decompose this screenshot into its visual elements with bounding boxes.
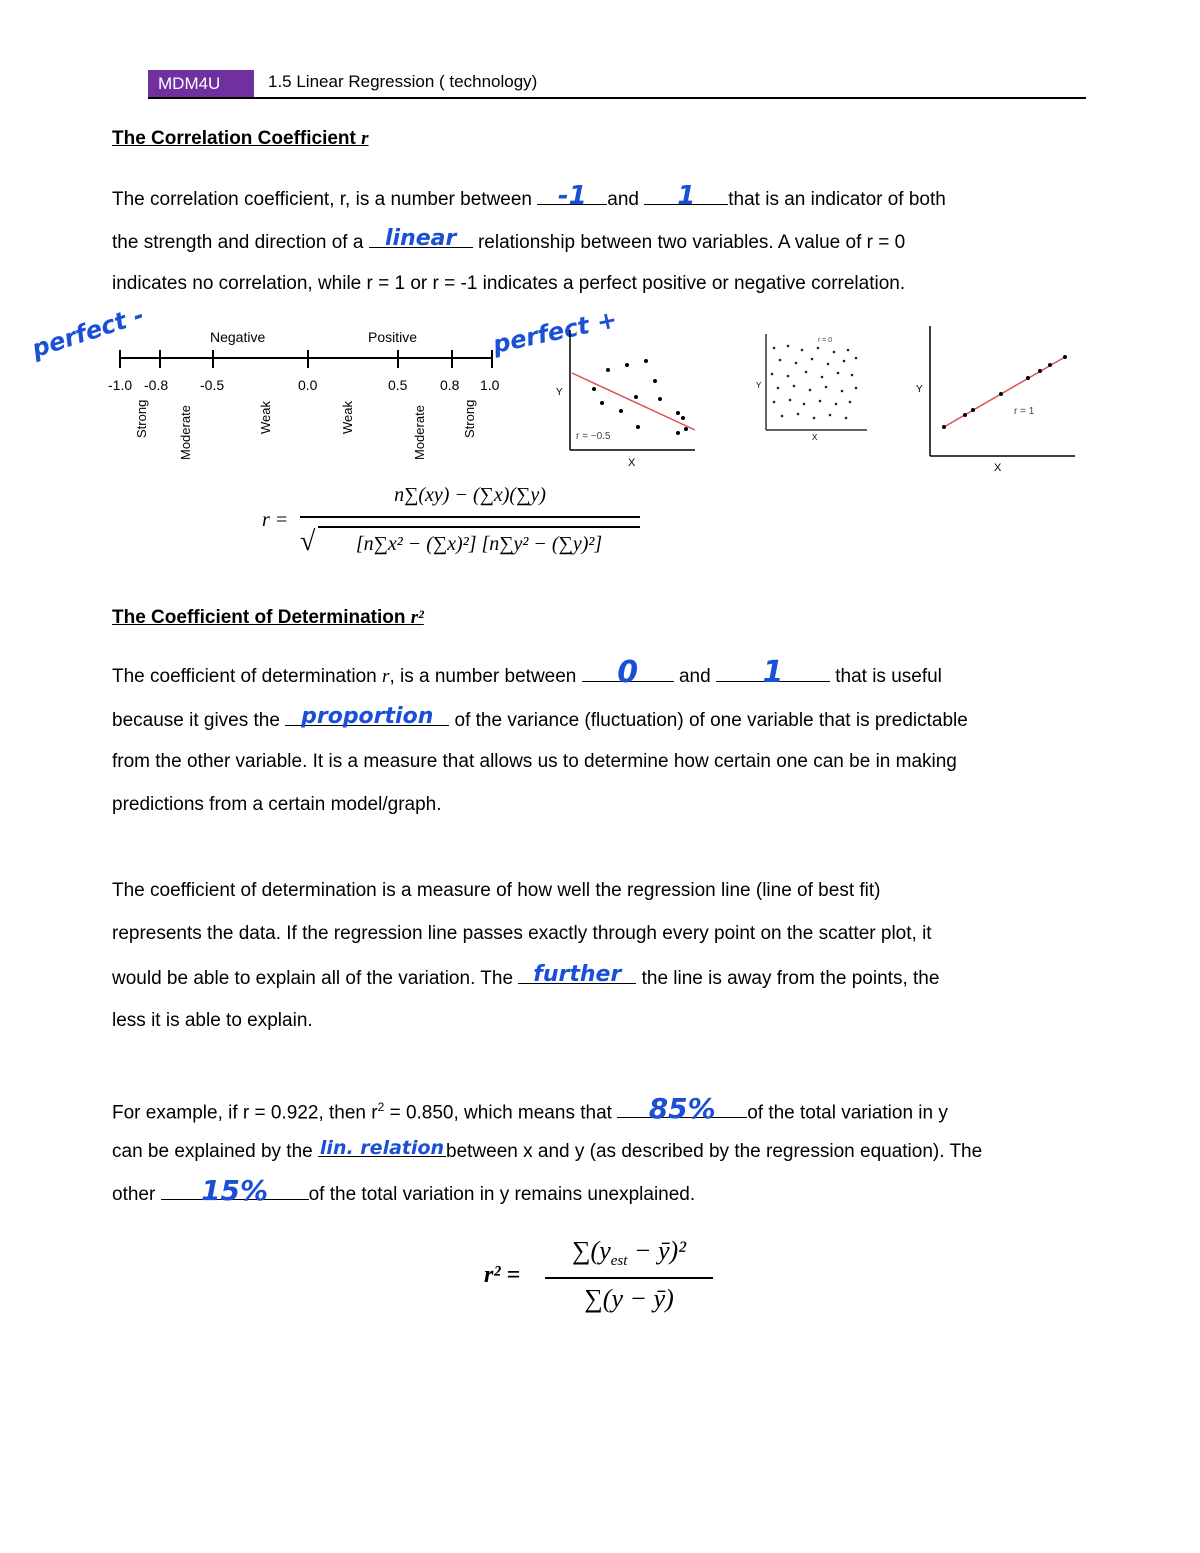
s2-line-2 bbox=[112, 704, 968, 733]
sum-symbol: ∑ bbox=[572, 1236, 591, 1265]
section2-heading-text: The Coefficient of Determination bbox=[112, 607, 406, 628]
tick-label: -0.8 bbox=[144, 377, 169, 393]
formula2-denominator: ∑(y − ȳ) bbox=[584, 1284, 674, 1313]
section2-heading-var: r² bbox=[410, 607, 424, 628]
s2-line-3: from the other variable. It is a measure that allows us to determine how certain one can be in making bbox=[112, 751, 957, 772]
example-line-3 bbox=[112, 1174, 696, 1207]
s2-p2-line-3 bbox=[112, 962, 940, 991]
s2-text: would be able to explain all of the variation. The bbox=[112, 968, 514, 989]
note-perfect-positive: perfect + bbox=[490, 305, 620, 359]
formula1-numerator: n∑(xy) − (∑x)(∑y) bbox=[394, 484, 546, 506]
answer-lin-relation: lin. relation bbox=[319, 1137, 445, 1159]
s2-p2-line-1: The coefficient of determination is a measure of how well the regression line (line of best fit) bbox=[112, 880, 881, 901]
formula2-y: y bbox=[599, 1236, 611, 1265]
scale-negative-label: Negative bbox=[210, 329, 266, 345]
s2-text: = 0.850, which means that bbox=[389, 1102, 612, 1124]
plot1-r-label: r = −0.5 bbox=[576, 431, 611, 442]
s1-text: and bbox=[607, 189, 639, 210]
formula1-lhs: r = bbox=[262, 509, 289, 531]
plot2-ylabel: Y bbox=[756, 381, 762, 390]
tick-label: -0.5 bbox=[200, 377, 225, 393]
s2-text: of the total variation in y bbox=[747, 1102, 948, 1124]
answer-neg-one: -1 bbox=[557, 181, 587, 211]
section1-heading-text: The Correlation Coefficient bbox=[112, 128, 356, 149]
s2-line-1 bbox=[112, 655, 942, 690]
correlation-scale bbox=[100, 320, 520, 470]
s2-text: other bbox=[112, 1184, 156, 1205]
s2-text: that is useful bbox=[835, 666, 942, 687]
formula2-numerator: $\sum(y_{est}$ − ȳ)² bbox=[572, 1236, 686, 1270]
s1-text: that is an indicator of both bbox=[728, 189, 946, 210]
scale-positive-label: Positive bbox=[368, 329, 418, 345]
s2-text: The coefficient of determination bbox=[112, 666, 377, 687]
strength-label: Weak bbox=[258, 401, 273, 434]
tick-label: 0.5 bbox=[388, 377, 408, 393]
section1-heading-var: r bbox=[361, 128, 369, 149]
blank-4 bbox=[582, 655, 674, 690]
regression-line bbox=[944, 357, 1065, 427]
blank-5 bbox=[716, 655, 830, 690]
answer-proportion: proportion bbox=[301, 704, 434, 729]
tick-label: -1.0 bbox=[108, 377, 133, 393]
s1-text: The correlation coefficient, r, is a number between bbox=[112, 189, 532, 210]
s2-text: the line is away from the points, the bbox=[641, 968, 940, 989]
blank-1 bbox=[537, 181, 607, 211]
plot2-r-label: r = 0 bbox=[818, 337, 833, 344]
s1-text: relationship between two variables. A value of r = 0 bbox=[477, 232, 906, 253]
s2-text: between x and y (as described by the regression equation). The bbox=[446, 1141, 983, 1162]
answer-15-percent: 15% bbox=[201, 1174, 269, 1207]
s2-line-4: predictions from a certain model/graph. bbox=[112, 794, 442, 815]
blank-2 bbox=[644, 181, 728, 211]
data-points bbox=[592, 359, 688, 435]
plot3-r-label: r = 1 bbox=[1014, 406, 1035, 417]
scatter-plot-negative bbox=[550, 325, 700, 470]
answer-one: 1 bbox=[762, 655, 784, 690]
strength-label: Strong bbox=[462, 399, 477, 438]
formula1-fraction-bar bbox=[300, 516, 640, 518]
plot2-xlabel: X bbox=[812, 433, 818, 442]
superscript: 2 bbox=[377, 1100, 385, 1114]
example-line-2 bbox=[112, 1138, 982, 1164]
scatter-plot-positive bbox=[910, 322, 1080, 474]
header-rule bbox=[148, 97, 1086, 99]
formula1-denominator: [n∑x² − (∑x)²] [n∑y² − (∑y)²] bbox=[355, 533, 603, 555]
formula2-lhs: r² = bbox=[484, 1262, 521, 1288]
plot3-ylabel: Y bbox=[916, 384, 923, 395]
s2-p2-line-2: represents the data. If the regression line passes exactly through every point on the scatter plot, it bbox=[112, 923, 932, 944]
section2-heading bbox=[112, 607, 424, 629]
strength-label: Strong bbox=[134, 399, 149, 438]
answer-zero: 0 bbox=[617, 655, 639, 690]
s2-text: For example, if r = 0.922, then r bbox=[112, 1102, 378, 1124]
s2-text: can be explained by the bbox=[112, 1141, 313, 1162]
answer-85-percent: 85% bbox=[648, 1092, 716, 1126]
formula2-subscript: est bbox=[610, 1253, 628, 1270]
course-code-badge: MDM4U bbox=[148, 70, 254, 97]
answer-further: further bbox=[533, 962, 622, 987]
strength-label: Moderate bbox=[178, 405, 193, 460]
formula2-ybar: − ȳ bbox=[633, 1236, 670, 1265]
section1-heading bbox=[112, 128, 369, 150]
tick-label: 1.0 bbox=[480, 377, 500, 393]
s2-text: of the total variation in y remains unexplained. bbox=[308, 1184, 696, 1205]
blank-7 bbox=[518, 962, 636, 987]
formula1-radical-bar bbox=[318, 526, 640, 528]
tick-label: 0.8 bbox=[440, 377, 460, 393]
blank-8 bbox=[617, 1092, 747, 1126]
strength-label: Moderate bbox=[412, 405, 427, 460]
plot3-xlabel: X bbox=[994, 462, 1002, 474]
s2-text: and bbox=[678, 666, 711, 687]
strength-label: Weak bbox=[340, 401, 355, 434]
s2-text: of the variance (fluctuation) of one variable that is predictable bbox=[454, 710, 968, 731]
page-title: 1.5 Linear Regression ( technology) bbox=[268, 72, 538, 91]
s2-text: , is a number between bbox=[389, 666, 577, 687]
blank-3 bbox=[369, 226, 473, 251]
regression-line bbox=[572, 373, 695, 430]
plot1-xlabel: X bbox=[628, 457, 636, 469]
s2-text: because it gives the bbox=[112, 710, 280, 731]
answer-one: 1 bbox=[677, 181, 696, 211]
s1-line-3: indicates no correlation, while r = 1 or r = -1 indicates a perfect positive or negative correlation. bbox=[112, 273, 906, 294]
formula2-fraction-bar bbox=[545, 1277, 713, 1279]
tick-label: 0.0 bbox=[298, 377, 318, 393]
s2-p2-line-4: less it is able to explain. bbox=[112, 1010, 313, 1031]
blank-6 bbox=[285, 704, 449, 729]
example-line-1 bbox=[112, 1092, 948, 1126]
scatter-plot-zero bbox=[752, 330, 872, 442]
s1-line-1 bbox=[112, 181, 946, 212]
plot1-ylabel: Y bbox=[556, 387, 563, 398]
s1-text: the strength and direction of a bbox=[112, 232, 364, 253]
data-points bbox=[771, 345, 858, 420]
blank-9 bbox=[318, 1138, 446, 1157]
answer-linear: linear bbox=[384, 226, 457, 251]
s2-var: r bbox=[382, 666, 390, 687]
note-perfect-negative: perfect - bbox=[28, 300, 148, 364]
blank-10 bbox=[161, 1174, 309, 1207]
formula1-radical: √ bbox=[300, 526, 316, 557]
s1-line-2 bbox=[112, 226, 906, 255]
